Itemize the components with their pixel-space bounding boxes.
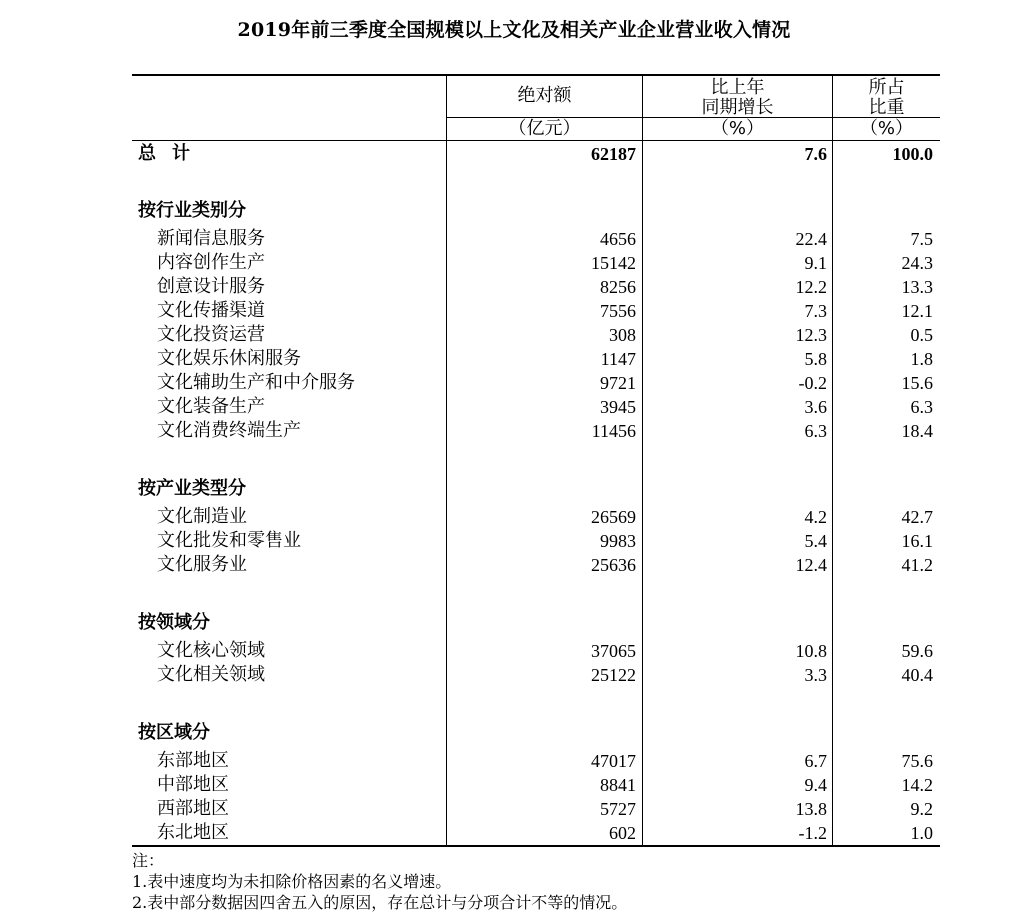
row-share: 24.3: [901, 253, 933, 273]
row-label: 文化投资运营: [157, 324, 265, 345]
row-label: 创意设计服务: [157, 276, 265, 297]
row-growth: 9.4: [804, 775, 827, 795]
row-label: 文化服务业: [157, 554, 247, 575]
row-value: 9721: [600, 373, 636, 393]
row-growth: 13.8: [795, 799, 827, 819]
total-label: 总计: [138, 143, 206, 164]
row-value: 11456: [591, 421, 636, 441]
table-row: [132, 419, 940, 443]
row-share: 7.5: [910, 229, 933, 249]
total-share: 100.0: [892, 144, 933, 164]
row-label: 文化批发和零售业: [157, 530, 301, 551]
row-label: 东部地区: [157, 750, 229, 771]
table-row: [132, 251, 940, 275]
row-label: 文化传播渠道: [157, 300, 265, 321]
row-value: 8841: [600, 775, 636, 795]
row-value: 1147: [600, 349, 636, 369]
column-divider: [642, 74, 643, 845]
row-growth: 3.6: [804, 397, 827, 417]
row-share: 13.3: [901, 277, 933, 297]
header-share-line2: 比重: [868, 97, 905, 118]
row-share: 1.8: [910, 349, 933, 369]
table-bottom-rule: [132, 845, 940, 847]
header-growth-line2: 同期增长: [701, 97, 774, 118]
row-value: 308: [609, 325, 636, 345]
table-row: [132, 639, 940, 663]
footnotes: [132, 850, 627, 913]
header-share: [833, 78, 940, 118]
row-value: 47017: [591, 751, 636, 771]
table-row: [132, 821, 940, 845]
section-title-industry: 按行业类别分: [138, 200, 246, 221]
row-share: 42.7: [901, 507, 933, 527]
row-share: 16.1: [901, 531, 933, 551]
row-share: 75.6: [901, 751, 933, 771]
table-row: [132, 505, 940, 529]
row-value: 8256: [600, 277, 636, 297]
row-share: 1.0: [910, 823, 933, 843]
table-row: [132, 299, 940, 323]
row-growth: 12.4: [795, 555, 827, 575]
row-value: 5727: [600, 799, 636, 819]
table-row: [132, 529, 940, 553]
row-growth: 4.2: [804, 507, 827, 527]
row-growth: 6.3: [804, 421, 827, 441]
header-absolute-unit: （亿元）: [508, 118, 581, 139]
header-bottom-rule: [132, 140, 940, 141]
header-growth-line1: 比上年: [710, 77, 765, 98]
row-growth: 9.1: [804, 253, 827, 273]
row-label: 中部地区: [157, 774, 229, 795]
row-share: 59.6: [901, 641, 933, 661]
total-growth: 7.6: [804, 144, 827, 164]
row-label: 新闻信息服务: [157, 228, 265, 249]
row-growth: 12.2: [795, 277, 827, 297]
header-growth-unit: （%）: [710, 118, 765, 139]
row-share: 15.6: [901, 373, 933, 393]
row-share: 40.4: [901, 665, 933, 685]
row-growth: 6.7: [804, 751, 827, 771]
row-share: 18.4: [901, 421, 933, 441]
row-growth: 10.8: [795, 641, 827, 661]
table-row: [132, 371, 940, 395]
row-label: 文化相关领域: [157, 664, 265, 685]
table-row: [132, 773, 940, 797]
row-value: 9983: [600, 531, 636, 551]
row-label: 文化娱乐休闲服务: [157, 348, 301, 369]
row-value: 15142: [591, 253, 636, 273]
header-absolute-value: 绝对额: [517, 85, 572, 106]
row-value: 26569: [591, 507, 636, 527]
table-row: [132, 553, 940, 577]
row-share: 6.3: [910, 397, 933, 417]
footnote-2: 2.表中部分数据因四舍五入的原因，存在总计与分项合计不等的情况。: [132, 893, 628, 912]
row-share: 12.1: [901, 301, 933, 321]
row-label: 文化装备生产: [157, 396, 265, 417]
column-divider: [446, 74, 447, 845]
column-divider: [832, 74, 833, 845]
row-value: 37065: [591, 641, 636, 661]
table-row: [132, 797, 940, 821]
row-value: 4656: [600, 229, 636, 249]
row-label: 内容创作生产: [157, 252, 265, 273]
row-share: 0.5: [910, 325, 933, 345]
table-row: [132, 395, 940, 419]
row-growth: -0.2: [798, 373, 827, 393]
table-row: [132, 663, 940, 687]
footnote-heading: 注：: [132, 851, 165, 870]
row-label: 西部地区: [157, 798, 229, 819]
table-row: [132, 323, 940, 347]
row-growth: 7.3: [804, 301, 827, 321]
row-value: 3945: [600, 397, 636, 417]
table-row: [132, 749, 940, 773]
section-title-domain: 按领域分: [138, 612, 210, 633]
header-share-line1: 所占: [868, 77, 905, 98]
page-title: 2019年前三季度全国规模以上文化及相关产业企业营业收入情况: [237, 19, 791, 41]
row-label: 文化消费终端生产: [157, 420, 301, 441]
row-value: 602: [609, 823, 636, 843]
row-share: 9.2: [910, 799, 933, 819]
total-value: 62187: [591, 144, 636, 164]
row-growth: -1.2: [798, 823, 827, 843]
header-growth: [643, 78, 832, 118]
row-label: 文化制造业: [157, 506, 247, 527]
row-growth: 22.4: [795, 229, 827, 249]
header-share-unit: （%）: [859, 118, 914, 139]
row-share: 14.2: [901, 775, 933, 795]
table-row: [132, 347, 940, 371]
row-share: 41.2: [901, 555, 933, 575]
row-growth: 5.8: [804, 349, 827, 369]
footnote-1: 1.表中速度均为未扣除价格因素的名义增速。: [132, 872, 452, 891]
table-row: [132, 227, 940, 251]
section-title-region: 按区域分: [138, 722, 210, 743]
table-top-rule: [132, 74, 940, 76]
row-growth: 12.3: [795, 325, 827, 345]
row-label: 文化辅助生产和中介服务: [157, 372, 355, 393]
row-label: 文化核心领域: [157, 640, 265, 661]
total-row: [132, 142, 940, 166]
row-value: 7556: [600, 301, 636, 321]
row-value: 25122: [591, 665, 636, 685]
row-value: 25636: [591, 555, 636, 575]
row-label: 东北地区: [157, 822, 229, 843]
section-title-type: 按产业类型分: [138, 478, 246, 499]
row-growth: 3.3: [804, 665, 827, 685]
table-row: [132, 275, 940, 299]
row-growth: 5.4: [804, 531, 827, 551]
